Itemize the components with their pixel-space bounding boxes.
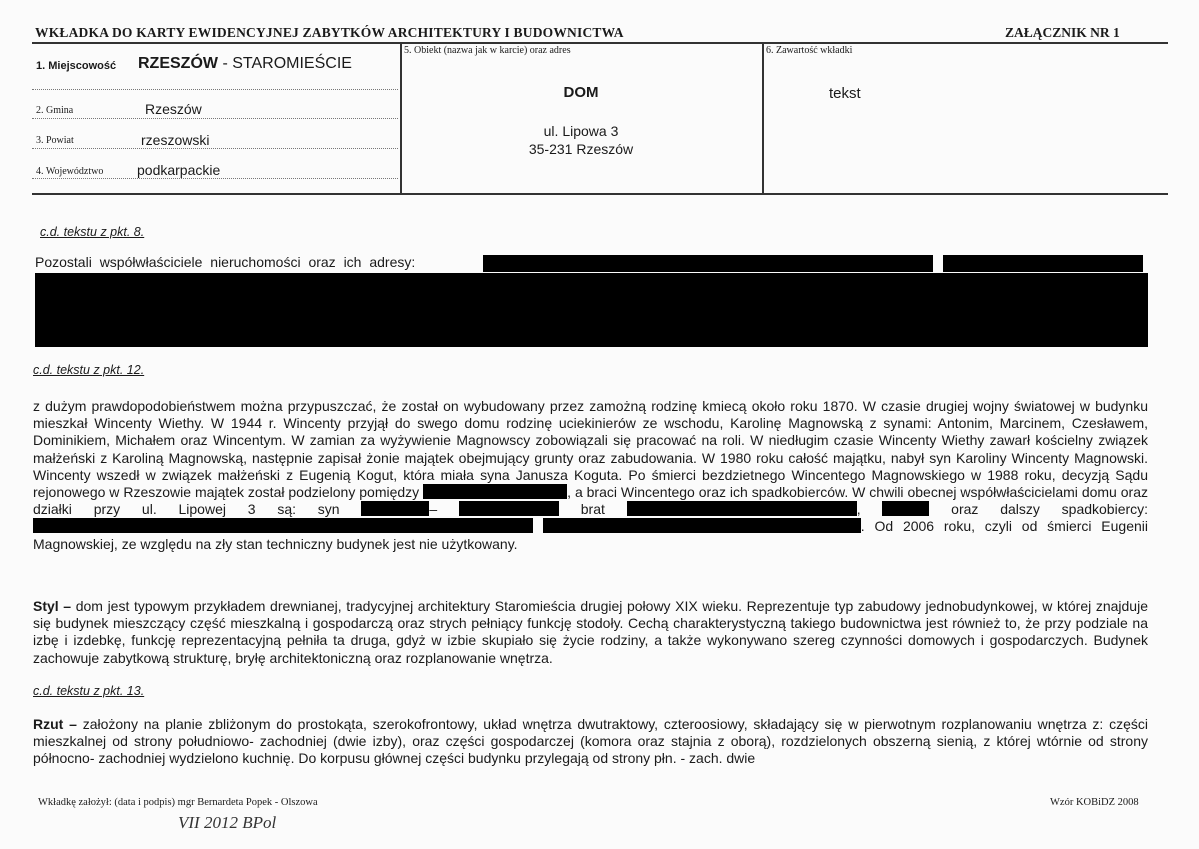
miejscowosc-value: [138, 55, 352, 73]
redaction-bar: [33, 518, 533, 533]
wojewodztwo-value: podkarpackie: [137, 162, 221, 178]
history-paragraph: z dużym prawdopodobieństwem można przypuszczać, że został on wybudowany przez zamożną rodzinę kmiecą około roku 1870. W czasie drugiej wojny światowej w budynku mieszkał Wincenty Wiethy. W 1944 r. Wincenty przyjął do swego domu rodzinę uciekinierów ze wschodu, Karolinę Magnowską z synami: Antonim, Marcinem, Czesławem, Dominikiem, Michałem oraz Wincentym. W zamian za wyżywienie Magnowscy zobowiązali się pracować na roli. W niedługim czasie Wincenty Wiethy zawarł kościelny związek małżeński z Karoliną Magnowską, następnie zapisał żonie majątek obejmujący grunty oraz zabudowania. W 1980 roku całość majątku, nabył syn Karoliny Wincenty Magnowski. Wincenty wszedł w związek małżeński z Eugenią Kogut, która miała syna Janusza Koguta. Po śmierci bezdzietnego Wincentego Magnowskiego w 1988 roku, decyzją Sądu rejonowego w Rzeszowie majątek został podzielony pomiędzy , a braci Wincentego oraz ich spadkobierców. W chwili obecnej współwłaścicielami domu oraz działki przy ul. Lipowej 3 są: syn – brat , oraz dalszy spadkobiercy: . Od 2006 roku, czyli od śmierci Eugenii Magnowskiej, ze względu na zły stan techniczny budynek jest nie użytkowany.: [33, 398, 1149, 552]
powiat-value: rzeszowski: [141, 132, 210, 148]
powiat-label: 3. Powiat: [36, 135, 74, 146]
obiekt-label: 5. Obiekt (nazwa jak w karcie) oraz adres: [404, 45, 571, 56]
gmina-value: Rzeszów: [145, 101, 202, 117]
plan-text: założony na planie zbliżonym do prostokąta, szerokofrontowy, układ wnętrza dwutraktowy, czteroosiowy, składający się w pierwotnym rozplanowaniu wnętrza z: części mieszkalnej od strony południowo- zachodniej (dwie izby), oraz części gospodarczej (komora oraz stajnia z oborą), rozdzielonych obszerną sienią, z której wtórnie od strony północno- zachodniej wydzielono kuchnię. Do korpusu głównej części budynku przylegają od strony płn. - zach. dwie: [33, 716, 1149, 767]
style-paragraph: [33, 598, 1148, 667]
redaction-bar: [361, 501, 429, 516]
plan-label: Rzut –: [33, 716, 77, 732]
section-12-heading: c.d. tekstu z pkt. 12.: [33, 363, 145, 377]
history-text-5: . Od 2006 roku, czyli od śmierci Eugenii Magnowskiej, ze względu na zły stan techniczny budynek jest nie użytkowany.: [33, 518, 1149, 552]
obiekt-name: DOM: [563, 84, 599, 101]
history-text-2: , a braci Wincentego oraz ich spadkobierców. W chwili obecnej współwłaścicielami domu oraz działki przy ul. Lipowej 3 są: syn: [33, 484, 1149, 518]
history-text-1: z dużym prawdopodobieństwem można przypuszczać, że został on wybudowany przez zamożną rodzinę kmiecą około roku 1870. W czasie drugiej wojny światowej w budynku mieszkał Wincenty Wiethy. W 1944 r. Wincenty przyjął do swego domu rodzinę uciekinierów ze wschodu, Karolinę Magnowską z synami: Antonim, Marcinem, Czesławem, Dominikiem, Michałem oraz Wincentym. W zamian za wyżywienie Magnowscy zobowiązali się pracować na roli. W niedługim czasie Wincenty Wiethy zawarł kościelny związek małżeński z Karoliną Magnowską, następnie zapisał żonie majątek obejmujący grunty oraz zabudowania. W 1980 roku całość majątku, nabył syn Karoliny Wincenty Magnowski. Wincenty wszedł w związek małżeński z Eugenią Kogut, która miała syna Janusza Koguta. Po śmierci bezdzietnego Wincentego Magnowskiego w 1988 roku, decyzją Sądu rejonowego w Rzeszowie majątek został podzielony pomiędzy: [33, 398, 1148, 501]
row-rule: [32, 118, 398, 119]
gmina-label: 2. Gmina: [36, 105, 74, 116]
redaction-block: [35, 273, 1148, 347]
form-version: Wzór KOBiDZ 2008: [1050, 797, 1139, 808]
obiekt-address-line1: ul. Lipowa 3: [543, 123, 619, 139]
row-rule: [32, 148, 398, 149]
form-title: WKŁADKA DO KARTY EWIDENCYJNEJ ZABYTKÓW ARCHITEKTURY I BUDOWNICTWA: [35, 25, 624, 40]
zawartosc-value: tekst: [829, 85, 861, 102]
redaction-bar: [423, 484, 567, 499]
miejscowosc-bold: RZESZÓW: [138, 55, 218, 72]
divider: [400, 42, 402, 194]
plan-paragraph: [33, 716, 1148, 768]
style-label: Styl –: [33, 598, 72, 614]
history-text-4: oraz dalszy spadkobiercy:: [951, 501, 1149, 518]
row-rule: [32, 178, 398, 179]
header-rule: [32, 42, 1168, 44]
author-line: Wkładkę założył: (data i podpis) mgr Bernardeta Popek - Olszowa: [38, 797, 318, 808]
miejscowosc-rest: - STAROMIEŚCIE: [218, 55, 352, 72]
wojewodztwo-label: 4. Województwo: [36, 166, 104, 177]
section-13-heading: c.d. tekstu z pkt. 13.: [33, 684, 145, 698]
redaction-bar: [943, 255, 1143, 272]
row-rule: [32, 89, 398, 90]
fields-bottom-rule: [32, 193, 1168, 195]
handwritten-signature: VII 2012 BPol: [178, 813, 277, 832]
owners-line: Pozostali współwłaściciele nieruchomości oraz ich adresy:: [35, 254, 416, 270]
zawartosc-label: 6. Zawartość wkładki: [766, 45, 853, 56]
redaction-bar: [483, 255, 933, 272]
redaction-bar: [543, 518, 861, 533]
miejscowosc-label: 1. Miejscowość: [36, 60, 117, 72]
annex-label: ZAŁĄCZNIK NR 1: [1005, 25, 1120, 40]
style-text: dom jest typowym przykładem drewnianej, tradycyjnej architektury Staromieścia drugiej połowy XIX wieku. Reprezentuje typ zabudowy jednobudynkowej, w której znajduje się budynek mieszczący część mieszkalną i gospodarczą oraz strych pełniący funkcję stodoły. Cechą charakterystyczną takiego budownictwa jest również to, że przy podziale na izbę i izdebkę, funkcję reprezentacyjną pełniła ta druga, gdyż w izbie skupiało się życie rodziny, a także wykonywano szereg czynności domowych i gospodarczych. Budynek zachowuje zabytkową strukturę, bryłę architektoniczną oraz rozplanowanie wnętrza.: [33, 598, 1148, 666]
redaction-bar: [459, 501, 559, 516]
history-text-3: brat: [580, 501, 605, 518]
section-8-heading: c.d. tekstu z pkt. 8.: [40, 225, 145, 239]
redaction-bar: [627, 501, 857, 516]
divider: [762, 42, 764, 194]
obiekt-address-line2: 35-231 Rzeszów: [528, 141, 634, 157]
redaction-bar: [882, 501, 929, 516]
